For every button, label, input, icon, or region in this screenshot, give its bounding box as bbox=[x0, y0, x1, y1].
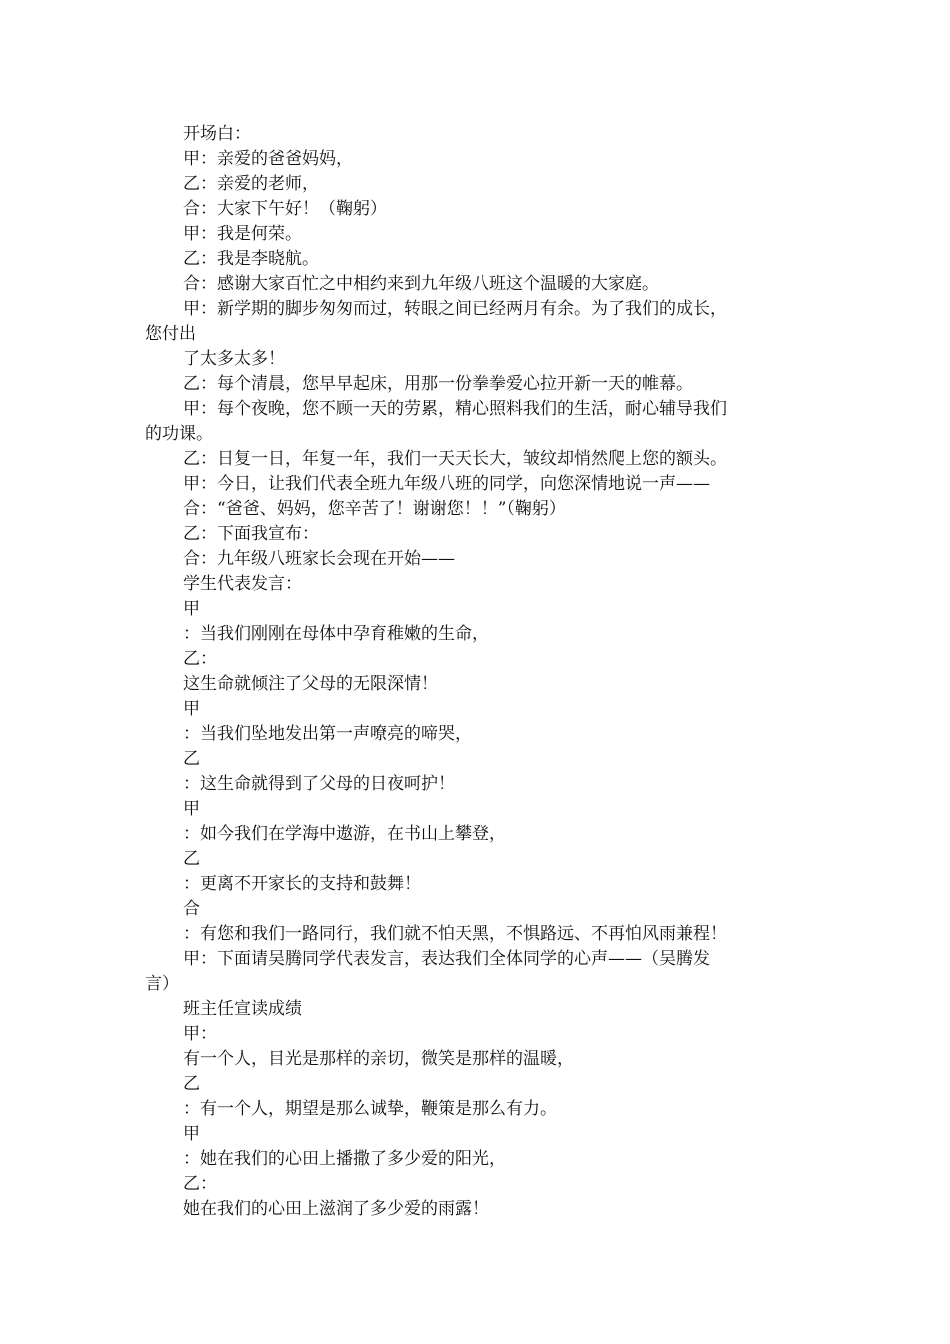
text-line: 开场白： bbox=[183, 124, 251, 144]
text-line: ：有您和我们一路同行，我们就不怕天黑，不惧路远、不再怕风雨兼程！ bbox=[183, 924, 727, 944]
speaker-label: 甲 bbox=[183, 599, 200, 619]
section-heading: 班主任宣读成绩 bbox=[183, 999, 302, 1019]
text-line: 乙：我是李晓航。 bbox=[183, 249, 319, 269]
text-line: ：有一个人，期望是那么诚挚，鞭策是那么有力。 bbox=[183, 1099, 557, 1119]
text-line: ：更离不开家长的支持和鼓舞！ bbox=[183, 874, 421, 894]
speaker-label: 合 bbox=[183, 899, 200, 919]
text-line: 合：大家下午好！（鞠躬） bbox=[183, 199, 387, 219]
text-line: ：当我们坠地发出第一声嘹亮的啼哭， bbox=[183, 724, 472, 744]
text-line: ：她在我们的心田上播撒了多少爱的阳光， bbox=[183, 1149, 506, 1169]
speaker-label: 乙 bbox=[183, 1074, 200, 1094]
text-line: 言） bbox=[145, 974, 179, 994]
text-line: 甲：每个夜晚，您不顾一天的劳累，精心照料我们的生活，耐心辅导我们 bbox=[183, 399, 727, 419]
text-line: 甲：我是何荣。 bbox=[183, 224, 302, 244]
text-line: 乙：每个清晨，您早早起床，用那一份拳拳爱心拉开新一天的帷幕。 bbox=[183, 374, 693, 394]
text-line: 的功课。 bbox=[145, 424, 213, 444]
text-line: 乙：下面我宣布： bbox=[183, 524, 319, 544]
speaker-label: 甲 bbox=[183, 799, 200, 819]
text-line: 合：九年级八班家长会现在开始—— bbox=[183, 549, 455, 569]
text-line: 乙：亲爱的老师， bbox=[183, 174, 319, 194]
text-line: 甲：新学期的脚步匆匆而过，转眼之间已经两月有余。为了我们的成长， bbox=[183, 299, 727, 319]
speaker-label: 甲 bbox=[183, 699, 200, 719]
text-line: 有一个人，目光是那样的亲切，微笑是那样的温暖， bbox=[183, 1049, 574, 1069]
text-line: 甲：亲爱的爸爸妈妈， bbox=[183, 149, 353, 169]
text-line: 合：“爸爸、妈妈，您辛苦了！谢谢您！！”（鞠躬） bbox=[183, 499, 566, 519]
text-line: 乙：日复一日，年复一年，我们一天天长大，皱纹却悄然爬上您的额头。 bbox=[183, 449, 727, 469]
text-line: ：当我们刚刚在母体中孕育稚嫩的生命， bbox=[183, 624, 489, 644]
text-line: 甲：下面请吴腾同学代表发言，表达我们全体同学的心声——（吴腾发 bbox=[183, 949, 710, 969]
text-line: 合：感谢大家百忙之中相约来到九年级八班这个温暖的大家庭。 bbox=[183, 274, 659, 294]
text-line: 您付出 bbox=[145, 324, 196, 344]
speaker-label: 乙： bbox=[183, 1174, 217, 1194]
section-heading: 学生代表发言： bbox=[183, 574, 302, 594]
text-line: ：如今我们在学海中遨游，在书山上攀登， bbox=[183, 824, 506, 844]
document-body bbox=[145, 122, 810, 1222]
speaker-label: 乙： bbox=[183, 649, 217, 669]
text-line: 了太多太多！ bbox=[183, 349, 285, 369]
text-line: ：这生命就得到了父母的日夜呵护！ bbox=[183, 774, 455, 794]
speaker-label: 乙 bbox=[183, 849, 200, 869]
text-line: 这生命就倾注了父母的无限深情！ bbox=[183, 674, 438, 694]
text-line: 甲：今日，让我们代表全班九年级八班的同学，向您深情地说一声—— bbox=[183, 474, 710, 494]
speaker-label: 甲： bbox=[183, 1024, 217, 1044]
speaker-label: 乙 bbox=[183, 749, 200, 769]
speaker-label: 甲 bbox=[183, 1124, 200, 1144]
text-line: 她在我们的心田上滋润了多少爱的雨露！ bbox=[183, 1199, 489, 1219]
